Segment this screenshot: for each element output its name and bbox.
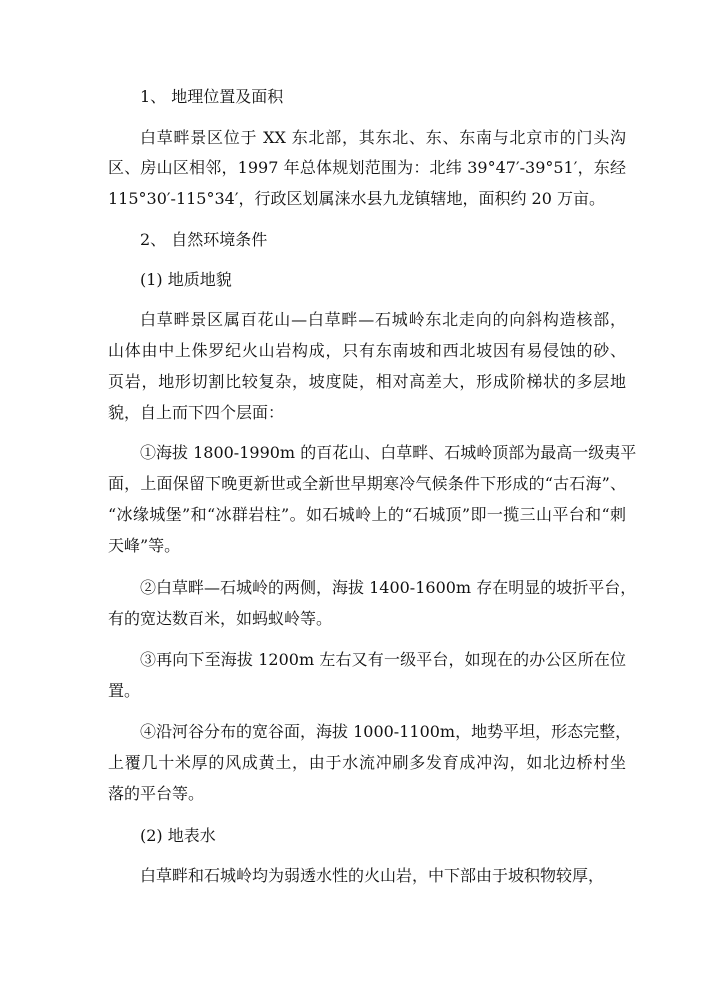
- list-item-line: 面，上面保留下晚更新世或全新世早期寒冷气候条件下形成的“古石海”、: [108, 474, 626, 493]
- paragraph-line: 白草畔景区位于 XX 东北部，其东北、东、东南与北京市的门头沟: [140, 128, 626, 147]
- paragraph-line: 区、房山区相邻，1997 年总体规划范围为：北纬 39°47′-39°51′，东经: [108, 158, 626, 177]
- section-heading-location: 1、 地理位置及面积: [140, 87, 284, 106]
- list-item-line: 有的宽达数百米，如蚂蚁岭等。: [108, 609, 333, 628]
- list-item-line: ③再向下至海拔 1200m 左右又有一级平台，如现在的办公区所在位: [140, 650, 626, 669]
- list-item-line: ④沿河谷分布的宽谷面，海拔 1000-1100m，地势平坦，形态完整，: [140, 722, 632, 741]
- list-item-line: 上覆几十米厚的风成黄土，由于水流冲刷多发育成冲沟，如北边桥村坐: [108, 753, 626, 772]
- subsection-heading-geology: (1) 地质地貌: [140, 270, 232, 289]
- paragraph-line: 页岩，地形切割比较复杂，坡度陡，相对高差大，形成阶梯状的多层地: [108, 372, 626, 391]
- list-item-line: ②白草畔—石城岭的两侧，海拔 1400-1600m 存在明显的坡折平台，: [140, 578, 637, 597]
- paragraph-line: 山体由中上侏罗纪火山岩构成，只有东南坡和西北坡因有易侵蚀的砂、: [108, 341, 626, 360]
- paragraph-line: 白草畔和石城岭均为弱透水性的火山岩，中下部由于坡积物较厚，: [140, 866, 605, 885]
- paragraph-line: 貌，自上而下四个层面：: [108, 403, 285, 422]
- list-item-line: “冰缘城堡”和“冰群岩柱”。如石城岭上的“石城顶”即一揽三山平台和“刺: [108, 505, 626, 524]
- subsection-heading-surface-water: (2) 地表水: [140, 826, 216, 845]
- section-heading-environment: 2、 自然环境条件: [140, 230, 268, 249]
- list-item-line: 置。: [108, 681, 141, 700]
- list-item-line: 天峰”等。: [108, 536, 181, 555]
- paragraph-line: 白草畔景区属百花山—白草畔—石城岭东北走向的向斜构造核部，: [140, 310, 626, 329]
- paragraph-line: 115°30′-115°34′，行政区划属涞水县九龙镇辖地，面积约 20 万亩。: [108, 189, 606, 208]
- list-item-line: ①海拔 1800-1990m 的百花山、白草畔、石城岭顶部为最高一级夷平: [140, 443, 637, 462]
- list-item-line: 落的平台等。: [108, 784, 205, 803]
